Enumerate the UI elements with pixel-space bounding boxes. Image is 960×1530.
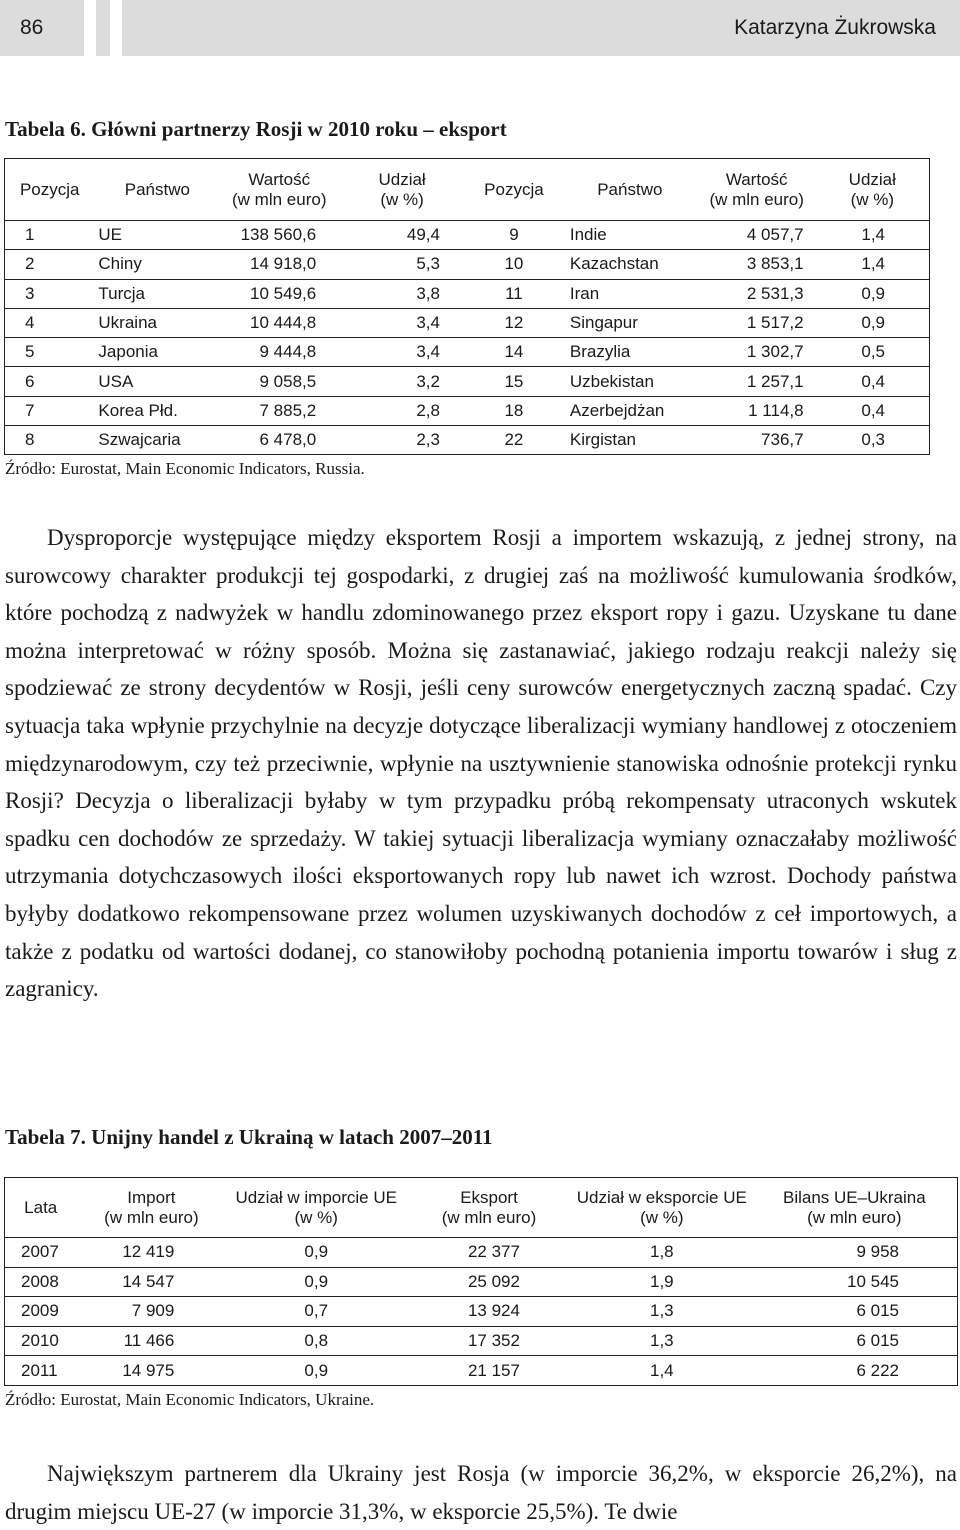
table6-cell: 3,8	[416, 283, 440, 303]
table6-cell: 6 478,0	[259, 430, 317, 450]
table6-cell: 6	[25, 371, 35, 391]
table6-cell: 1	[25, 225, 35, 245]
table7-header-cell: Import (w mln euro)	[104, 1187, 199, 1227]
table6-cell: 1 517,2	[746, 313, 804, 333]
table6-cell: Brazylia	[569, 342, 631, 362]
table6-cell: 1 302,7	[746, 342, 804, 362]
body-paragraph-continued: Największym partnerem dla Ukrainy jest Rosja (w imporcie 36,2%, w eksporcie 26,2%), na drugim miejscu UE-27 (w imporcie 31,3%, w eksporcie 25,5%). Te dwie	[5, 1461, 957, 1524]
table6-header-cell: Pozycja	[484, 179, 544, 199]
table6-row	[5, 221, 930, 250]
table6-header-cell: Udział (w %)	[378, 169, 426, 209]
table7-row	[5, 1356, 958, 1386]
table6-cell: 9 058,5	[259, 371, 317, 391]
table7-cell: 0,9	[304, 1271, 329, 1291]
table7-row	[5, 1297, 958, 1327]
table6-cell: Indie	[569, 225, 607, 245]
table7-cell: 14 547	[122, 1271, 175, 1291]
table7-cell: 1,3	[649, 1331, 674, 1351]
table6-cell: 49,4	[406, 225, 440, 245]
table6-cell: 9	[509, 225, 519, 245]
table6-row	[5, 279, 930, 308]
table6-header-cell: Państwo	[597, 179, 663, 199]
table6-cell: 138 560,6	[240, 225, 317, 245]
table6-cell: Ukraina	[98, 313, 157, 333]
table6-cell: 7 885,2	[259, 400, 317, 420]
table7-cell: 12 419	[122, 1242, 175, 1262]
table6-row	[5, 426, 930, 455]
table6-source: Źródło: Eurostat, Main Economic Indicators, Russia.	[5, 459, 365, 478]
table7-cell: 1,3	[649, 1301, 674, 1321]
header-separator	[96, 0, 110, 56]
table6-header-row	[5, 159, 930, 221]
table6-cell: Japonia	[98, 342, 158, 362]
table7-cell: 2009	[21, 1301, 59, 1321]
table7-header-row	[5, 1178, 958, 1238]
table6-cell: 2,3	[416, 430, 440, 450]
table7-cell: 7 909	[131, 1301, 175, 1321]
table6-header-cell: Państwo	[124, 179, 190, 199]
table7-cell: 1,9	[649, 1271, 674, 1291]
table6-cell: 1 257,1	[746, 371, 804, 391]
table7-cell: 2007	[21, 1242, 59, 1262]
table6-header-cell: Wartość (w mln euro)	[709, 169, 804, 209]
table7-cell: 6 015	[856, 1331, 899, 1351]
table6-cell: 0,9	[861, 313, 885, 333]
table6-cell: USA	[98, 371, 134, 391]
table6-header-cell: Pozycja	[19, 179, 80, 199]
table6-cell: 10 444,8	[250, 313, 317, 333]
table7-cell: 0,8	[304, 1331, 329, 1351]
table6-cell: 1 114,8	[748, 400, 804, 420]
table7-cell: 2011	[21, 1360, 58, 1380]
table6-cell: 3,4	[416, 313, 440, 333]
table7-cell: 14 975	[122, 1360, 175, 1380]
table6-cell: 2 531,3	[746, 283, 804, 303]
table7	[4, 1177, 958, 1386]
table7-header-cell: Eksport (w mln euro)	[441, 1187, 537, 1227]
table6-cell: Korea Płd.	[98, 400, 178, 420]
table6-cell: 4 057,7	[746, 225, 804, 245]
table6-cell: 736,7	[761, 430, 804, 450]
table7-caption: Tabela 7. Unijny handel z Ukrainą w latach 2007–2011	[5, 1125, 493, 1149]
table6-cell: 10 549,6	[250, 283, 317, 303]
table6-cell: 7	[25, 400, 35, 420]
table6	[4, 158, 930, 455]
table6-cell: 8	[25, 430, 35, 450]
table6-header-cell: Wartość (w mln euro)	[232, 169, 327, 209]
table7-cell: 21 157	[467, 1360, 520, 1380]
table7-cell: 2008	[21, 1271, 59, 1291]
table7-header-cell: Udział w imporcie UE (w %)	[235, 1187, 397, 1227]
table7-cell: 17 352	[467, 1331, 520, 1351]
table7-row	[5, 1238, 958, 1268]
table7-header-cell: Lata	[24, 1197, 58, 1217]
table6-cell: Szwajcaria	[98, 430, 181, 450]
table7-header-cell: Bilans UE–Ukraina (w mln euro)	[783, 1187, 926, 1227]
table7-cell: 0,7	[304, 1301, 329, 1321]
table6-cell: 3,2	[416, 371, 440, 391]
table7-row	[5, 1326, 958, 1356]
table6-cell: Uzbekistan	[569, 371, 654, 391]
table7-cell: 0,9	[304, 1242, 329, 1262]
table7-cell: 1,4	[649, 1360, 674, 1380]
table6-cell: 1,4	[861, 254, 885, 274]
table6-cell: 5	[25, 342, 35, 362]
running-header-author-box	[122, 0, 960, 56]
table7-cell: 6 015	[856, 1301, 899, 1321]
table7-cell: 22 377	[467, 1242, 520, 1262]
table6-caption: Tabela 6. Główni partnerzy Rosji w 2010 roku – eksport	[5, 117, 507, 141]
table6-cell: 0,4	[861, 371, 885, 391]
table6-header-cell: Udział (w %)	[848, 169, 896, 209]
table6-cell: Iran	[569, 283, 600, 303]
table6-cell: 11	[505, 283, 523, 303]
table6-cell: 2,8	[416, 400, 440, 420]
table6-row	[5, 367, 930, 396]
table6-cell: Singapur	[569, 313, 638, 333]
table6-cell: 15	[504, 371, 524, 391]
table6-cell: 12	[504, 313, 524, 333]
table6-cell: 10	[504, 254, 524, 274]
table6-cell: 2	[25, 254, 35, 274]
table6-cell: 4	[25, 313, 35, 333]
table7-cell: 25 092	[467, 1271, 520, 1291]
table7-header-cell: Udział w eksporcie UE (w %)	[576, 1187, 747, 1227]
table6-cell: Chiny	[98, 254, 142, 274]
table6-cell: Azerbejdżan	[569, 400, 665, 420]
table6-row	[5, 308, 930, 337]
table6-cell: Turcja	[98, 283, 146, 303]
running-header-author: Katarzyna Żukrowska	[734, 16, 936, 39]
table6-row	[5, 396, 930, 425]
table6-cell: 3 853,1	[746, 254, 804, 274]
table6-row	[5, 250, 930, 279]
table6-cell: 0,4	[861, 400, 885, 420]
table7-source: Źródło: Eurostat, Main Economic Indicators, Ukraine.	[5, 1390, 375, 1409]
table6-cell: Kazachstan	[569, 254, 659, 274]
table6-cell: 18	[504, 400, 524, 420]
table7-cell: 10 545	[847, 1271, 899, 1291]
table6-cell: 1,4	[861, 225, 885, 245]
table6-cell: 3,4	[416, 342, 440, 362]
page-number-box	[0, 0, 84, 56]
table7-cell: 1,8	[649, 1242, 674, 1262]
table6-cell: Kirgistan	[569, 430, 637, 450]
table7-cell: 13 924	[467, 1301, 520, 1321]
table6-cell: 9 444,8	[259, 342, 317, 362]
table7-cell: 2010	[21, 1331, 59, 1351]
table6-cell: 5,3	[416, 254, 440, 274]
table7-cell: 11 466	[123, 1331, 175, 1351]
table6-cell: 0,5	[861, 342, 885, 362]
table6-cell: 0,3	[861, 430, 885, 450]
table6-cell: 14 918,0	[250, 254, 317, 274]
table7-row	[5, 1267, 958, 1297]
table6-cell: 3	[25, 283, 35, 303]
table7-cell: 0,9	[304, 1360, 329, 1380]
body-paragraph: Dysproporcje występujące między eksportem Rosji a importem wskazują, z jednej strony, na surowcowy charakter produkcji tej gospodarki, z drugiej zaś na możliwość kumulowania środków, które pochodzą z nadwyżek w handlu zdominowanego przez eksport ropy i gazu. Uzyskane tu dane można interpretować w różny sposób. Można się zastanawiać, jakiego rodzaju reakcji należy się spodziewać ze strony decydentów w Rosji, jeśli ceny surowców energetycznych zaczną spadać. Czy sytuacja taka wpłynie przychylnie na decyzje dotyczące liberalizacji wymiany handlowej z otoczeniem międzynarodowym, czy też przeciwnie, wpłynie na usztywnienie stanowiska odnośnie protekcji rynku Rosji? Decyzja o liberalizacji byłaby w tym przypadku próbą rekompensaty utraconych wskutek spadku cen dochodów ze sprzedaży. W takiej sytuacji liberalizacja wymiany oznaczałaby możliwość utrzymania dotychczasowych ilości eksportowanych ropy lub nawet ich wzrost. Dochody państwa byłyby dodatkowo rekompensowane przez wolumen uzyskiwanych dochodów z ceł importowych, a także z podatku od wartości dodanej, co stanowiłoby pochodną potanienia importu towarów i sług z zagranicy.	[5, 525, 957, 1002]
table7-cell: 6 222	[856, 1360, 899, 1380]
table6-cell: 0,9	[861, 283, 885, 303]
table6-cell: UE	[98, 225, 123, 245]
table6-cell: 22	[504, 430, 524, 450]
table6-row	[5, 338, 930, 367]
table7-cell: 9 958	[856, 1242, 899, 1262]
table6-cell: 14	[504, 342, 524, 362]
page-number: 86	[20, 16, 44, 39]
